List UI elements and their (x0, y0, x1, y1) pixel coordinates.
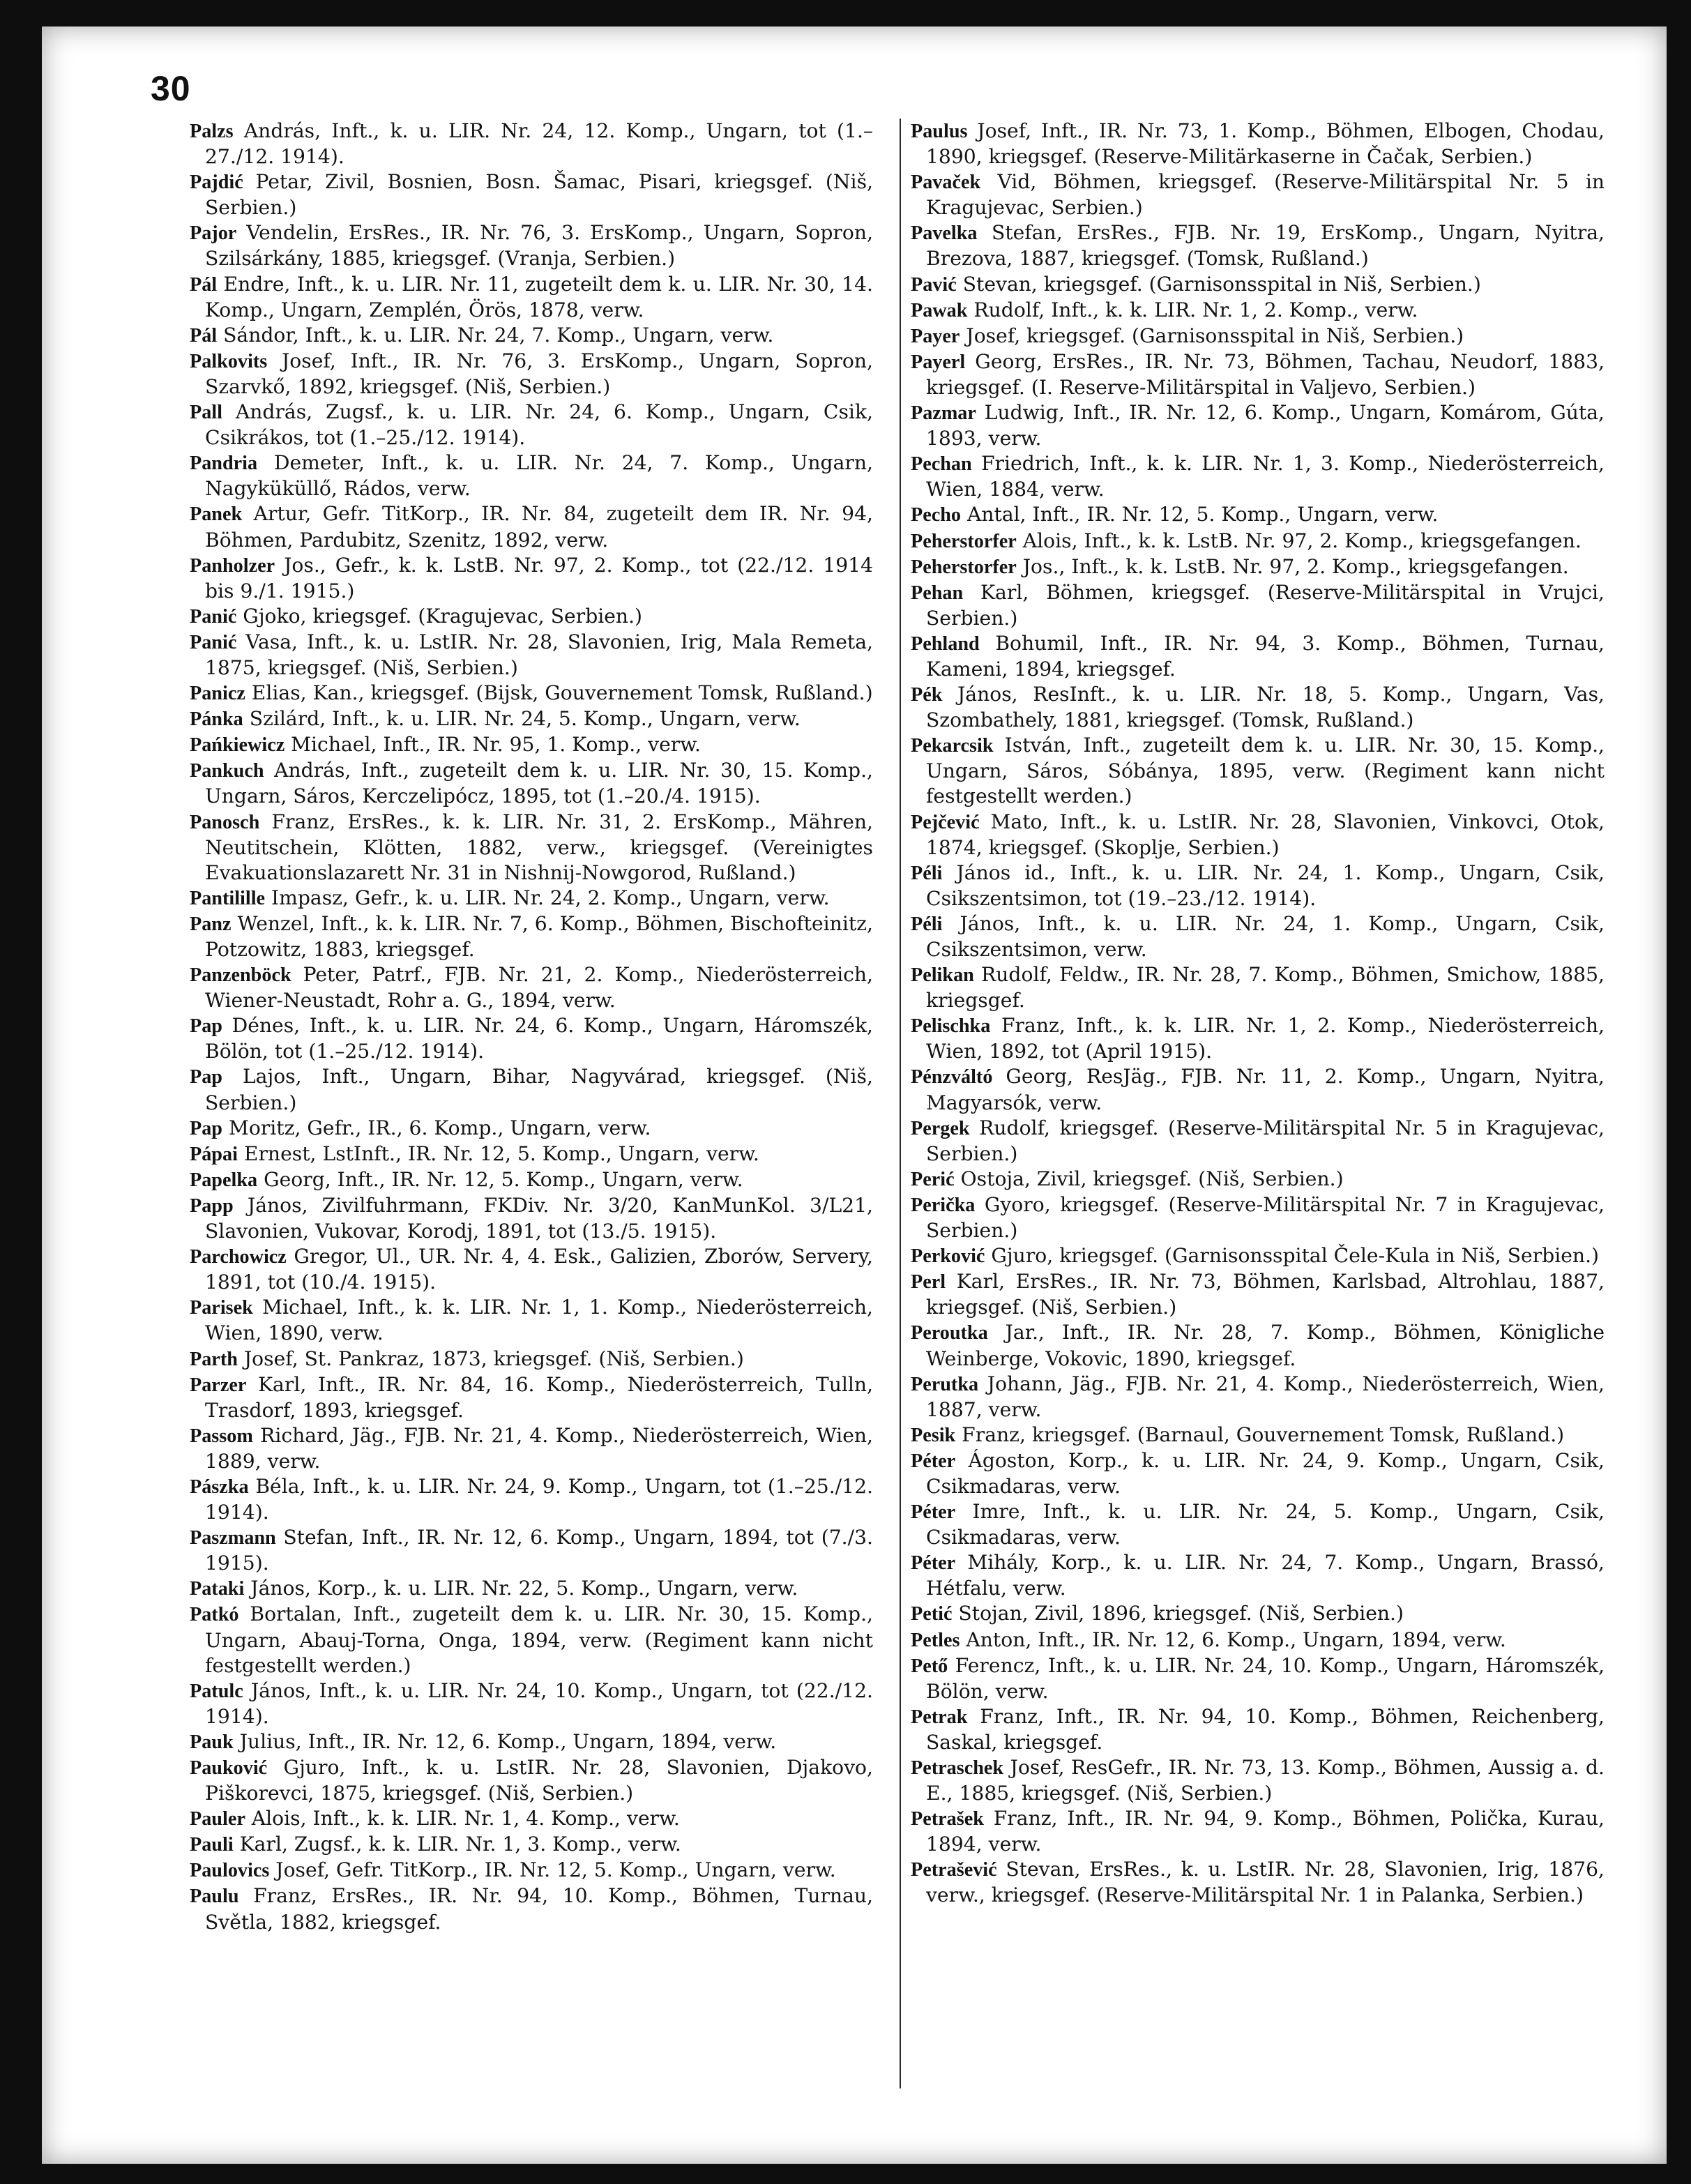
register-entry (911, 1755, 1605, 1806)
register-entry (911, 400, 1605, 451)
column-divider (900, 119, 901, 2088)
entry-details: Jar., Inft., IR. Nr. 28, 7. Komp., Böhmen, Königliche Weinberge, Vokovic, 1890, kriegsgef. (926, 1321, 1605, 1370)
entry-details: Jos., Inft., k. k. LstB. Nr. 97, 2. Komp., kriegsgefangen. (1016, 554, 1569, 578)
entry-surname: Pajor (190, 222, 237, 245)
register-entry (190, 1755, 873, 1806)
entry-details: Antal, Inft., IR. Nr. 12, 5. Komp., Ungarn, verw. (961, 503, 1439, 526)
entry-surname: Paszmann (190, 1527, 276, 1549)
entry-details: Josef, Inft., IR. Nr. 73, 1. Komp., Böhmen, Elbogen, Chodau, 1890, kriegsgef. (Reserve-Militärkaserne in Čačak, Serbien.) (926, 119, 1605, 169)
entry-surname: Péter (911, 1450, 956, 1472)
entry-surname: Perl (911, 1271, 946, 1294)
entry-details: Gyoro, kriegsgef. (Reserve-Militärspital Nr. 7 in Kragujevac, Serbien.) (926, 1192, 1605, 1243)
entry-surname: Parth (190, 1348, 238, 1370)
entry-details: Lajos, Inft., Ungarn, Bihar, Nagyvárad, kriegsgef. (Niš, Serbien.) (205, 1065, 873, 1114)
entry-details: Demeter, Inft., k. u. LIR. Nr. 24, 7. Komp., Ungarn, Nagyküküllő, Rádos, verw. (205, 451, 873, 501)
entry-details: Franz, ErsRes., IR. Nr. 94, 10. Komp., Böhmen, Turnau, Světla, 1882, kriegsgef. (205, 1884, 873, 1934)
register-entry (190, 450, 873, 501)
entry-surname: Péli (911, 913, 943, 935)
register-entry (911, 1704, 1605, 1755)
entry-surname: Pataki (190, 1578, 245, 1600)
entry-details: Peter, Patrf., FJB. Nr. 21, 2. Komp., Niederösterreich, Wiener-Neustadt, Rohr a. G., 1894, verw. (205, 963, 873, 1013)
register-entry (190, 706, 873, 732)
entry-details: András, Zugsf., k. u. LIR. Nr. 24, 6. Komp., Ungarn, Csik, Csikrákos, tot (1.–25./12. 1914). (205, 400, 873, 450)
entry-surname: Petrašević (911, 1859, 997, 1881)
register-entry (190, 1806, 873, 1832)
register-entry (911, 1806, 1605, 1857)
entry-surname: Papelka (190, 1169, 258, 1191)
entry-surname: Panz (190, 913, 232, 935)
entry-surname: Pawak (911, 299, 968, 321)
entry-details: Karl, Zugsf., k. k. LIR. Nr. 1, 3. Komp., verw. (233, 1833, 681, 1856)
entry-surname: Pechan (911, 453, 972, 476)
register-entry (911, 1064, 1605, 1115)
entry-details: Karl, Böhmen, kriegsgef. (Reserve-Militärspital in Vrujci, Serbien.) (926, 580, 1605, 630)
register-entry (190, 911, 873, 962)
entry-surname: Patulc (190, 1680, 243, 1702)
register-entry (190, 1116, 873, 1142)
entry-details: Alois, Inft., k. k. LstB. Nr. 97, 2. Komp., kriegsgefangen. (1016, 529, 1582, 552)
entry-surname: Pap (190, 1015, 222, 1038)
register-entry (911, 554, 1605, 580)
register-entry (190, 962, 873, 1013)
register-entry (911, 1550, 1605, 1601)
register-entry (911, 1116, 1605, 1167)
entry-surname: Pavelka (911, 222, 978, 245)
entry-details: Gregor, Ul., UR. Nr. 4, 4. Esk., Galizien, Zborów, Servery, 1891, tot (10./4. 1915). (205, 1245, 873, 1294)
entry-surname: Pék (911, 684, 943, 706)
entry-surname: Perička (911, 1194, 976, 1216)
register-entry (190, 1423, 873, 1474)
entry-details: András, Inft., k. u. LIR. Nr. 24, 12. Komp., Ungarn, tot (1.–27./12. 1914). (205, 119, 873, 169)
register-entry (911, 529, 1605, 554)
register-entry (911, 169, 1605, 220)
entry-details: Szilárd, Inft., k. u. LIR. Nr. 24, 5. Komp., Ungarn, verw. (243, 707, 801, 731)
entry-surname: Pászka (190, 1476, 249, 1498)
register-entry (911, 631, 1605, 682)
entry-surname: Petić (911, 1603, 953, 1625)
register-entry (190, 1525, 873, 1576)
entry-surname: Peroutka (911, 1322, 988, 1344)
entry-details: Stefan, Inft., IR. Nr. 12, 6. Komp., Ungarn, 1894, tot (7./3. 1915). (205, 1526, 873, 1575)
right-column (911, 119, 1605, 1909)
entry-surname: Pauk (190, 1731, 234, 1753)
entry-details: Alois, Inft., k. k. LIR. Nr. 1, 4. Komp., verw. (245, 1807, 680, 1830)
register-entry (190, 1832, 873, 1858)
entry-surname: Pantilille (190, 887, 266, 909)
entry-surname: Paulovics (190, 1860, 270, 1882)
entry-surname: Petrašek (911, 1808, 984, 1830)
entry-surname: Pejčević (911, 811, 980, 833)
entry-surname: Péter (911, 1501, 956, 1524)
register-entry (190, 630, 873, 681)
entry-details: Stefan, ErsRes., FJB. Nr. 19, ErsKomp., Ungarn, Nyitra, Brezova, 1887, kriegsgef. (Tomsk, Rußland.) (926, 221, 1605, 271)
entry-surname: Pergek (911, 1117, 970, 1139)
register-entry (190, 119, 873, 169)
entry-details: Ágoston, Korp., k. u. LIR. Nr. 24, 9. Komp., Ungarn, Csik, Csikmadaras, verw. (926, 1448, 1605, 1498)
register-entry (911, 502, 1605, 528)
entry-surname: Pelikan (911, 964, 974, 987)
entry-details: Bortalan, Inft., zugeteilt dem k. u. LIR. Nr. 30, 15. Komp., Ungarn, Abauj-Torna, Onga, 1894, verw. (Regiment kann nicht festgestellt werden.) (205, 1602, 873, 1677)
register-entry (190, 732, 873, 758)
entry-surname: Palkovits (190, 350, 268, 372)
entry-surname: Pajdić (190, 172, 243, 194)
register-entry (911, 911, 1605, 962)
entry-surname: Perić (911, 1168, 955, 1190)
register-entry (911, 810, 1605, 860)
entry-surname: Petrak (911, 1706, 968, 1728)
entry-details: Gjuro, kriegsgef. (Garnisonsspital Čele-Kula in Niš, Serbien.) (985, 1244, 1600, 1268)
entry-surname: Pekarcsik (911, 735, 994, 757)
register-entry (911, 220, 1605, 271)
entry-surname: Pavić (911, 273, 957, 296)
register-entry (911, 349, 1605, 400)
entry-surname: Parzer (190, 1374, 247, 1396)
entry-surname: Péter (911, 1552, 956, 1575)
entry-surname: Pető (911, 1655, 948, 1677)
entry-surname: Petraschek (911, 1757, 1004, 1779)
entry-details: Bohumil, Inft., IR. Nr. 94, 3. Komp., Böhmen, Turnau, Kameni, 1894, kriegsgef. (926, 631, 1605, 681)
register-entry (190, 1193, 873, 1244)
register-entry (911, 733, 1605, 809)
register-entry (911, 860, 1605, 911)
entry-details: János id., Inft., k. u. LIR. Nr. 24, 1. Komp., Ungarn, Csik, Csikszentsimon, tot (19.–23./12. 1914). (926, 860, 1605, 910)
register-entry (911, 451, 1605, 502)
entry-details: Vasa, Inft., k. u. LstIR. Nr. 28, Slavonien, Irig, Mala Remeta, 1875, kriegsgef. (Niš, Serbien.) (205, 630, 873, 679)
entry-details: Josef, St. Pankraz, 1873, kriegsgef. (Niš, Serbien.) (237, 1347, 744, 1370)
entry-surname: Patkó (190, 1604, 239, 1626)
register-entry (190, 1295, 873, 1346)
entry-details: János, Zivilfuhrmann, FKDiv. Nr. 3/20, KanMunKol. 3/L21, Slavonien, Vukovar, Korodj, 1891, tot (13./5. 1915). (205, 1193, 873, 1243)
entry-details: Franz, Inft., k. k. LIR. Nr. 1, 2. Komp., Niederösterreich, Wien, 1892, tot (April 1915). (926, 1014, 1605, 1063)
entry-surname: Pap (190, 1066, 222, 1089)
register-entry (911, 1653, 1605, 1704)
entry-details: Georg, ErsRes., IR. Nr. 73, Böhmen, Tachau, Neudorf, 1883, kriegsgef. (I. Reserve-Militärspital in Valjevo, Serbien.) (926, 349, 1605, 399)
entry-details: Johann, Jäg., FJB. Nr. 21, 4. Komp., Niederösterreich, Wien, 1887, verw. (926, 1372, 1605, 1421)
register-entry (911, 1857, 1605, 1908)
entry-surname: Pauli (190, 1834, 234, 1856)
left-column (190, 119, 873, 1935)
entry-surname: Perković (911, 1245, 985, 1268)
entry-surname: Pap (190, 1117, 222, 1139)
entry-surname: Pehan (911, 582, 964, 604)
entry-details: András, Inft., zugeteilt dem k. u. LIR. Nr. 30, 15. Komp., Ungarn, Sáros, Kerczelipócz, 1895, tot (1.–20./4. 1915). (205, 759, 873, 808)
entry-surname: Passom (190, 1425, 253, 1447)
entry-surname: Pánka (190, 708, 243, 731)
entry-surname: Pazmar (911, 402, 976, 425)
entry-details: Georg, ResJäg., FJB. Nr. 11, 2. Komp., Ungarn, Nyitra, Magyarsók, verw. (926, 1065, 1605, 1114)
register-entry (190, 501, 873, 552)
register-entry (190, 349, 873, 400)
entry-details: Impasz, Gefr., k. u. LIR. Nr. 24, 2. Komp., Ungarn, verw. (265, 886, 830, 909)
entry-details: Josef, Gefr. TitKorp., IR. Nr. 12, 5. Komp., Ungarn, verw. (269, 1858, 836, 1882)
entry-surname: Panosch (190, 811, 260, 833)
register-entry (911, 1601, 1605, 1627)
register-entry (190, 553, 873, 604)
register-entry (190, 400, 873, 450)
register-entry (190, 1372, 873, 1423)
entry-details: Artur, Gefr. TitKorp., IR. Nr. 84, zugeteilt dem IR. Nr. 94, Böhmen, Pardubitz, Szenitz, 1892, verw. (205, 502, 873, 552)
register-entry (190, 1576, 873, 1602)
entry-surname: Panić (190, 631, 237, 653)
entry-details: Vendelin, ErsRes., IR. Nr. 76, 3. ErsKomp., Ungarn, Sopron, Szilsárkány, 1885, kriegsgef. (Vranja, Serbien.) (205, 221, 873, 271)
entry-details: Stojan, Zivil, 1896, kriegsgef. (Niš, Serbien.) (952, 1602, 1404, 1625)
entry-details: Julius, Inft., IR. Nr. 12, 6. Komp., Ungarn, 1894, verw. (233, 1729, 777, 1753)
register-entry (911, 1243, 1605, 1269)
entry-surname: Pehland (911, 632, 980, 655)
entry-details: János, ResInft., k. u. LIR. Nr. 18, 5. Komp., Ungarn, Vas, Szombathely, 1881, kriegsgef. (Tomsk, Rußland.) (926, 683, 1605, 732)
entry-surname: Panholzer (190, 554, 275, 577)
entry-details: János, Korp., k. u. LIR. Nr. 22, 5. Komp., Ungarn, verw. (244, 1577, 798, 1600)
entry-surname: Pauković (190, 1757, 268, 1779)
register-entry (190, 169, 873, 220)
register-entry (911, 298, 1605, 324)
register-entry (190, 1883, 873, 1934)
entry-surname: Pecho (911, 504, 962, 526)
entry-surname: Panek (190, 503, 243, 526)
register-entry (190, 1602, 873, 1678)
entry-details: Karl, ErsRes., IR. Nr. 73, Böhmen, Karlsbad, Altrohlau, 1887, kriegsgef. (Niš, Serbien.) (926, 1270, 1605, 1319)
entry-details: Rudolf, Inft., k. k. LIR. Nr. 1, 2. Komp., verw. (967, 298, 1418, 321)
page-number: 30 (151, 69, 191, 108)
entry-details: Gjuro, Inft., k. u. LstIR. Nr. 28, Slavonien, Djakovo, Piškorevci, 1875, kriegsgef. (Niš, Serbien.) (205, 1756, 873, 1805)
register-entry (911, 272, 1605, 298)
register-entry (190, 604, 873, 630)
entry-details: Ludwig, Inft., IR. Nr. 12, 6. Komp., Ungarn, Komárom, Gúta, 1893, verw. (926, 401, 1605, 450)
entry-details: János, Inft., k. u. LIR. Nr. 24, 1. Komp., Ungarn, Csik, Csikszentsimon, verw. (926, 911, 1605, 961)
entry-details: Imre, Inft., k. u. LIR. Nr. 24, 5. Komp., Ungarn, Csik, Csikmadaras, verw. (926, 1500, 1605, 1549)
entry-surname: Pankuch (190, 760, 264, 782)
entry-details: Rudolf, Feldw., IR. Nr. 28, 7. Komp., Böhmen, Smichow, 1885, kriegsgef. (926, 963, 1605, 1013)
entry-details: Franz, ErsRes., k. k. LIR. Nr. 31, 2. ErsKomp., Mähren, Neutitschein, Klötten, 1882, verw., kriegsgef. (Vereinigtes Evakuationslazarett Nr. 31 in Nishnij-Nowgorod, Rußland.) (205, 810, 873, 884)
entry-details: János, Inft., k. u. LIR. Nr. 24, 10. Komp., Ungarn, tot (22./12. 1914). (205, 1678, 873, 1728)
entry-details: Michael, Inft., k. k. LIR. Nr. 1, 1. Komp., Niederösterreich, Wien, 1890, verw. (205, 1296, 873, 1345)
register-entry (911, 1628, 1605, 1653)
entry-details: Béla, Inft., k. u. LIR. Nr. 24, 9. Komp., Ungarn, tot (1.–25./12. 1914). (205, 1474, 873, 1524)
entry-surname: Pelischka (911, 1015, 991, 1038)
register-entry (190, 886, 873, 911)
entry-surname: Pauler (190, 1808, 245, 1830)
entry-details: Dénes, Inft., k. u. LIR. Nr. 24, 6. Komp., Ungarn, Háromszék, Bölön, tot (1.–25./12. 1914). (205, 1014, 873, 1063)
entry-details: Josef, ResGefr., IR. Nr. 73, 13. Komp., Böhmen, Aussig a. d. E., 1885, kriegsgef. (Niš, Serbien.) (926, 1756, 1605, 1805)
entry-surname: Peherstorfer (911, 556, 1017, 578)
register-entry (911, 1320, 1605, 1371)
entry-surname: Pandria (190, 453, 258, 475)
entry-surname: Palzs (190, 121, 234, 142)
entry-surname: Papp (190, 1195, 234, 1217)
entry-details: Ferencz, Inft., k. u. LIR. Nr. 24, 10. Komp., Ungarn, Háromszék, Bölön, verw. (926, 1653, 1605, 1703)
entry-surname: Perutka (911, 1373, 979, 1395)
register-entry (190, 1474, 873, 1525)
register-entry (190, 810, 873, 886)
entry-surname: Petles (911, 1629, 960, 1651)
register-entry (190, 1244, 873, 1295)
register-entry (911, 1499, 1605, 1550)
register-entry (190, 220, 873, 271)
entry-details: Franz, kriegsgef. (Barnaul, Gouvernement Tomsk, Rußland.) (955, 1423, 1565, 1446)
register-entry (190, 681, 873, 706)
entry-surname: Paulu (190, 1886, 239, 1908)
register-entry (911, 119, 1605, 169)
register-entry (911, 1269, 1605, 1320)
entry-surname: Parchowicz (190, 1246, 287, 1268)
entry-details: Moritz, Gefr., IR., 6. Komp., Ungarn, verw. (222, 1116, 651, 1139)
entry-surname: Péli (911, 862, 943, 884)
register-entry (911, 1013, 1605, 1064)
entry-details: Wenzel, Inft., k. k. LIR. Nr. 7, 6. Komp., Böhmen, Bischofteinitz, Potzowitz, 1883, kriegsgef. (205, 911, 873, 961)
register-entry (911, 962, 1605, 1013)
register-entry (190, 1013, 873, 1064)
register-entry (190, 1142, 873, 1167)
register-entry (911, 324, 1605, 349)
entry-surname: Pavaček (911, 172, 981, 194)
entry-surname: Pál (190, 273, 218, 296)
register-entry (911, 580, 1605, 631)
entry-surname: Pańkiewicz (190, 734, 285, 757)
entry-details: Karl, Inft., IR. Nr. 84, 16. Komp., Niederösterreich, Tulln, Trasdorf, 1893, kriegsgef. (205, 1372, 873, 1422)
register-entry (911, 1167, 1605, 1192)
register-entry (911, 1448, 1605, 1499)
entry-surname: Pesik (911, 1424, 956, 1446)
entry-details: Mihály, Korp., k. u. LIR. Nr. 24, 7. Komp., Ungarn, Brassó, Hétfalu, verw. (926, 1551, 1605, 1600)
register-entry (190, 272, 873, 323)
entry-details: Elias, Kan., kriegsgef. (Bijsk, Gouvernement Tomsk, Rußland.) (245, 681, 873, 705)
register-entry (911, 682, 1605, 733)
entry-surname: Pall (190, 402, 222, 424)
register-entry (190, 1347, 873, 1372)
register-entry (190, 1858, 873, 1883)
entry-details: Endre, Inft., k. u. LIR. Nr. 11, zugeteilt dem k. u. LIR. Nr. 30, 14. Komp., Ungarn, Zemplén, Örös, 1878, verw. (205, 272, 873, 321)
entry-details: Georg, Inft., IR. Nr. 12, 5. Komp., Ungarn, verw. (257, 1167, 743, 1191)
entry-details: Ernest, LstInft., IR. Nr. 12, 5. Komp., Ungarn, verw. (237, 1142, 759, 1165)
entry-details: Franz, Inft., IR. Nr. 94, 9. Komp., Böhmen, Polička, Kurau, 1894, verw. (926, 1807, 1605, 1856)
register-entry (190, 1678, 873, 1729)
entry-details: Sándor, Inft., k. u. LIR. Nr. 24, 7. Komp., Ungarn, verw. (217, 323, 774, 347)
entry-details: Jos., Gefr., k. k. LstB. Nr. 97, 2. Komp., tot (22./12. 1914 bis 9./1. 1915.) (205, 553, 873, 602)
entry-details: Franz, Inft., IR. Nr. 94, 10. Komp., Böhmen, Reichenberg, Saskal, kriegsgef. (926, 1704, 1605, 1754)
entry-details: Josef, Inft., IR. Nr. 76, 3. ErsKomp., Ungarn, Sopron, Szarvkő, 1892, kriegsgef. (Niš, Serbien.) (205, 349, 873, 398)
entry-details: Gjoko, kriegsgef. (Kragujevac, Serbien.) (236, 604, 643, 628)
register-entry (190, 1167, 873, 1193)
entry-surname: Parisek (190, 1297, 253, 1319)
entry-details: Rudolf, kriegsgef. (Reserve-Militärspital Nr. 5 in Kragujevac, Serbien.) (926, 1116, 1605, 1165)
entry-surname: Pápai (190, 1143, 238, 1165)
entry-surname: Payer (911, 325, 960, 347)
entry-details: Friedrich, Inft., k. k. LIR. Nr. 1, 3. Komp., Niederösterreich, Wien, 1884, verw. (926, 452, 1605, 501)
entry-surname: Pál (190, 324, 218, 347)
entry-details: Anton, Inft., IR. Nr. 12, 6. Komp., Ungarn, 1894, verw. (960, 1628, 1506, 1651)
entry-details: Vid, Böhmen, kriegsgef. (Reserve-Militärspital Nr. 5 in Kragujevac, Serbien.) (926, 170, 1605, 220)
entry-details: Ostoja, Zivil, kriegsgef. (Niš, Serbien.) (954, 1167, 1344, 1190)
entry-surname: Peherstorfer (911, 530, 1017, 552)
register-entry (190, 1729, 873, 1755)
entry-surname: Panicz (190, 683, 245, 705)
entry-surname: Panić (190, 605, 237, 628)
entry-details: Michael, Inft., IR. Nr. 95, 1. Komp., verw. (285, 733, 701, 757)
entry-details: Petar, Zivil, Bosnien, Bosn. Šamac, Pisari, kriegsgef. (Niš, Serbien.) (205, 170, 873, 220)
register-entry (190, 758, 873, 809)
register-entry (911, 1192, 1605, 1243)
entry-surname: Pénzváltó (911, 1066, 993, 1089)
entry-surname: Paulus (911, 121, 968, 142)
register-entry (190, 1064, 873, 1115)
entry-details: Josef, kriegsgef. (Garnisonsspital in Niš, Serbien.) (960, 324, 1464, 347)
entry-details: István, Inft., zugeteilt dem k. u. LIR. Nr. 30, 15. Komp., Ungarn, Sáros, Sóbánya, 1895, verw. (Regiment kann nicht festgestellt werden.) (926, 734, 1605, 808)
entry-details: Richard, Jäg., FJB. Nr. 21, 4. Komp., Niederösterreich, Wien, 1889, verw. (205, 1423, 873, 1473)
entry-details: Mato, Inft., k. u. LstIR. Nr. 28, Slavonien, Vinkovci, Otok, 1874, kriegsgef. (Skoplje, Serbien.) (926, 810, 1605, 859)
entry-details: Stevan, ErsRes., k. u. LstIR. Nr. 28, Slavonien, Irig, 1876, verw., kriegsgef. (Reserve-Militärspital Nr. 1 in Palanka, Serbien.) (926, 1858, 1605, 1907)
register-entry (911, 1423, 1605, 1448)
entry-surname: Payerl (911, 351, 966, 373)
entry-details: Stevan, kriegsgef. (Garnisonsspital in Niš, Serbien.) (956, 272, 1481, 296)
register-entry (190, 323, 873, 349)
entry-surname: Panzenböck (190, 964, 291, 987)
register-entry (911, 1372, 1605, 1423)
